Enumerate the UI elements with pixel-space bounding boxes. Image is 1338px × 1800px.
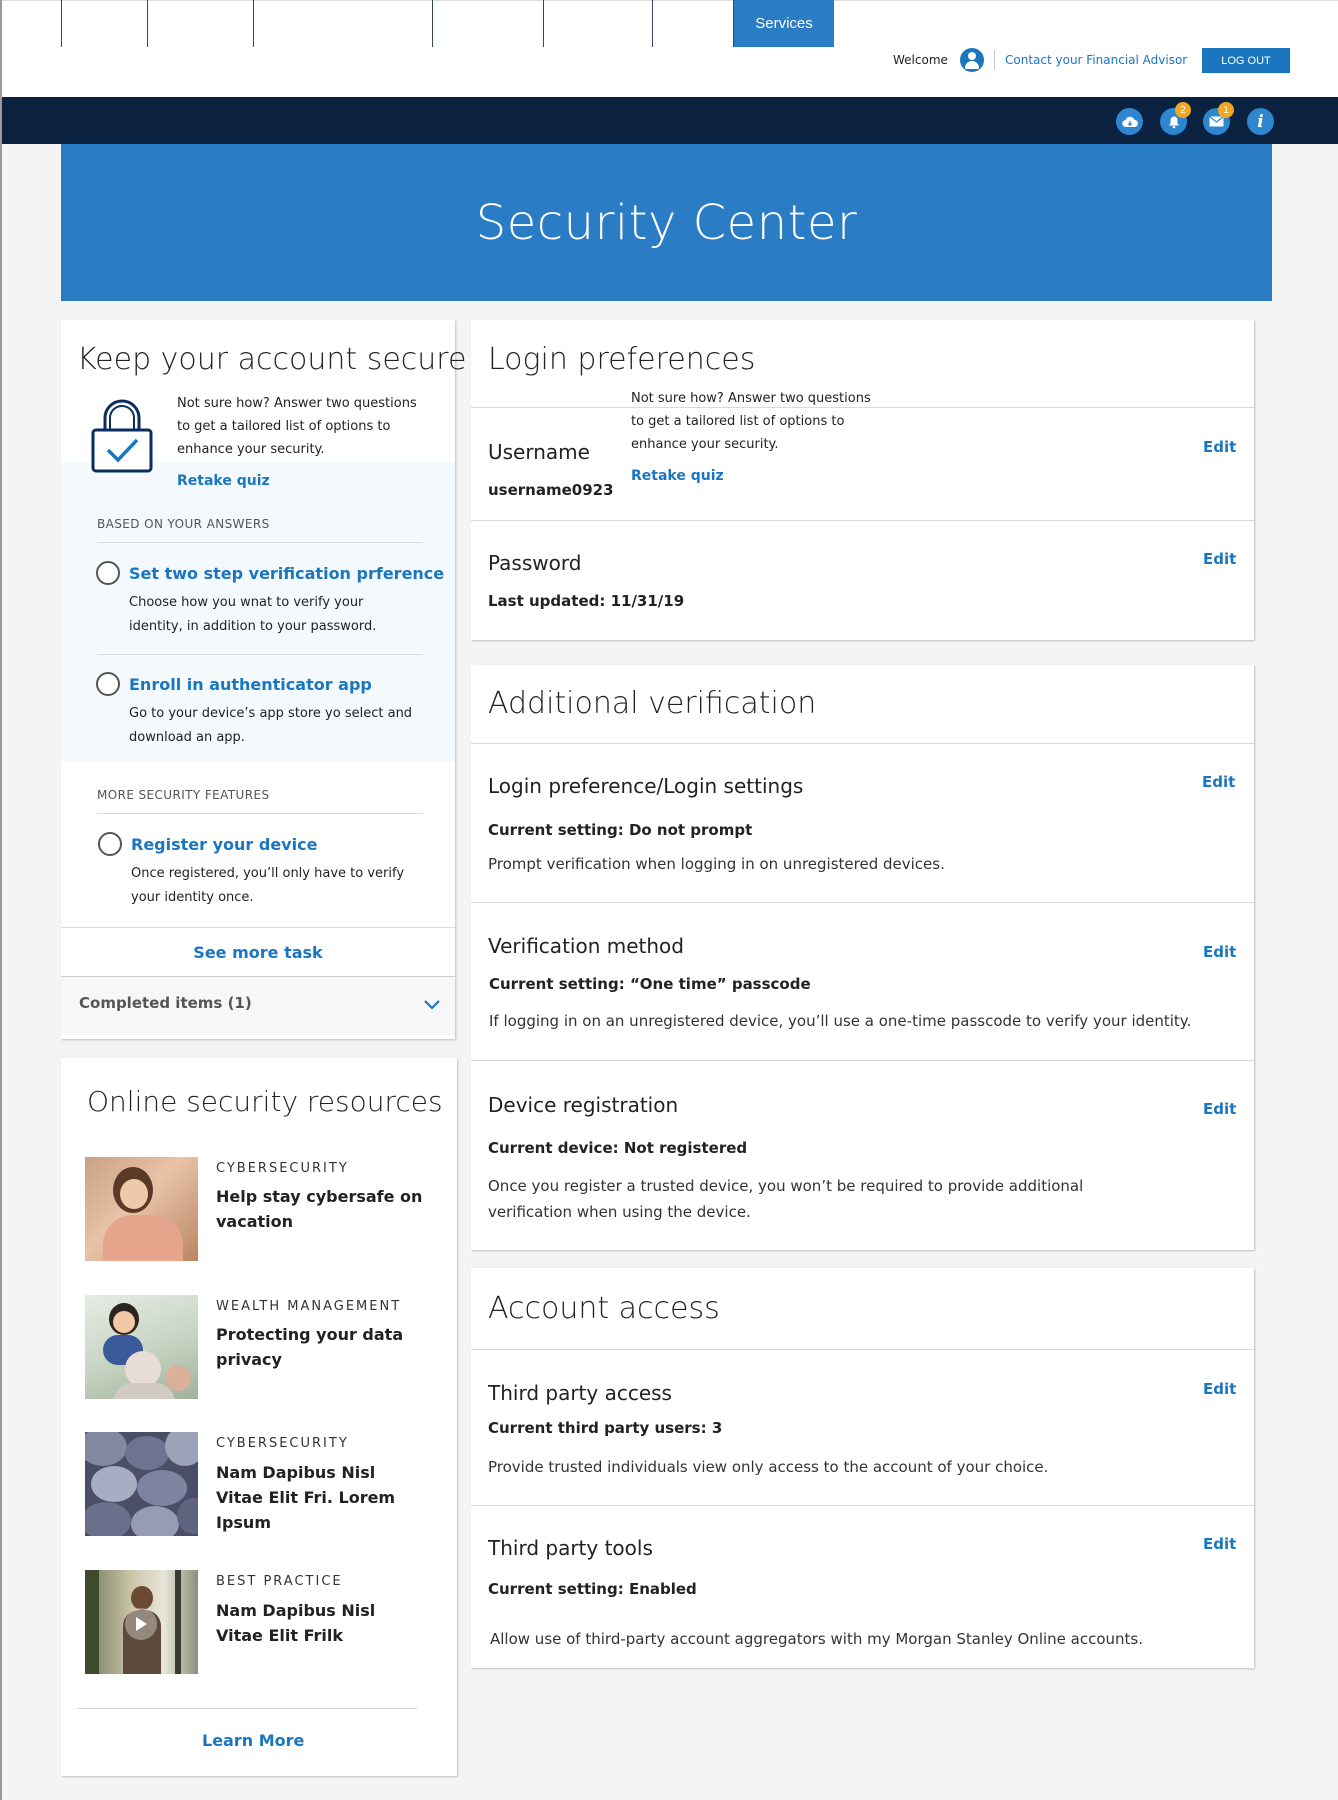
task-title[interactable]: Set two step verification prference xyxy=(129,564,445,583)
third-party-access-value: Current third party users: 3 xyxy=(488,1419,723,1437)
resource-thumbnail[interactable] xyxy=(85,1432,198,1536)
login-settings-edit-link[interactable]: Edit xyxy=(1202,773,1236,791)
divider xyxy=(97,654,423,655)
task-description: Once registered, you’ll only have to verify your identity once. xyxy=(131,866,405,905)
task-checkbox[interactable] xyxy=(98,832,122,856)
resources-title: Online security resources xyxy=(87,1085,443,1118)
password-label: Password xyxy=(488,551,582,575)
page-title: Security Center xyxy=(61,144,1272,301)
username-value: username0923 xyxy=(488,481,614,499)
user-avatar-icon[interactable] xyxy=(960,48,984,72)
device-registration-description: Once you register a trusted device, you won’t be required to provide additional verification when using the device. xyxy=(488,1177,1084,1221)
nav-trade[interactable]: Trade xyxy=(652,0,734,47)
resource-thumbnail[interactable] xyxy=(85,1157,198,1261)
divider xyxy=(471,743,1254,744)
task-description: Go to your device’s app store yo select and download an app. xyxy=(129,706,413,745)
verification-method-value: Current setting: “One time” passcode xyxy=(489,975,811,993)
quiz-prompt-text: Not sure how? Answer two questions to get a tailored list of options to enhance your security. xyxy=(631,391,871,452)
divider xyxy=(77,1708,417,1709)
learn-more-link[interactable]: Learn More xyxy=(202,1731,305,1750)
password-edit-link[interactable]: Edit xyxy=(1203,550,1237,568)
task-title[interactable]: Register your device xyxy=(131,835,318,854)
task-title[interactable]: Enroll in authenticator app xyxy=(129,675,372,694)
message-count-badge: 1 xyxy=(1218,102,1234,118)
see-more-tasks-link[interactable]: See more task xyxy=(193,942,323,962)
logout-button[interactable]: LOG OUT xyxy=(1202,48,1290,73)
padlock-icon xyxy=(90,396,154,478)
username-label: Username xyxy=(488,440,590,464)
resource-title[interactable]: Protecting your data privacy xyxy=(216,1325,404,1369)
login-settings-description: Prompt verification when logging in on unregistered devices. xyxy=(488,855,945,873)
divider xyxy=(471,1060,1254,1061)
info-icon[interactable]: i xyxy=(1247,108,1274,135)
header-divider xyxy=(994,50,995,70)
based-on-answers-label: BASED ON YOUR ANSWERS xyxy=(97,517,270,531)
resource-category: BEST PRACTICE xyxy=(216,1574,343,1589)
divider xyxy=(471,520,1254,521)
resource-category: CYBERSECURITY xyxy=(216,1161,349,1176)
password-last-updated: Last updated: 11/31/19 xyxy=(488,592,685,610)
resource-title[interactable]: Nam Dapibus Nisl Vitae Elit Fri. Lorem Ipsum xyxy=(216,1463,396,1532)
nav-markets-research[interactable]: Markets + Research xyxy=(253,0,432,47)
additional-verification-title: Additional verification xyxy=(488,686,817,721)
retake-quiz-link[interactable]: Retake quiz xyxy=(177,473,270,489)
verification-method-description: If logging in on an unregistered device, you’ll use a one-time passcode to verify your identity. xyxy=(489,1012,1192,1030)
login-settings-label: Login preference/Login settings xyxy=(488,774,804,798)
resource-category: CYBERSECURITY xyxy=(216,1436,349,1451)
nav-home[interactable]: Home xyxy=(61,0,147,47)
device-registration-edit-link[interactable]: Edit xyxy=(1203,1100,1237,1118)
verification-method-label: Verification method xyxy=(488,934,684,958)
resource-title[interactable]: Help stay cybersafe on vacation xyxy=(216,1187,423,1231)
device-registration-label: Device registration xyxy=(488,1093,679,1117)
task-checkbox[interactable] xyxy=(96,672,120,696)
task-description: Choose how you wnat to verify your identity, in addition to your password. xyxy=(129,595,377,634)
divider xyxy=(471,1349,1254,1350)
notification-count-badge: 2 xyxy=(1175,102,1191,118)
third-party-tools-label: Third party tools xyxy=(488,1536,653,1560)
quiz-prompt-text: Not sure how? Answer two questions to get a tailored list of options to enhance your security. xyxy=(177,396,417,457)
account-access-title: Account access xyxy=(488,1291,720,1326)
verification-method-edit-link[interactable]: Edit xyxy=(1203,943,1237,961)
divider xyxy=(97,542,423,543)
chevron-down-icon[interactable] xyxy=(424,995,440,1014)
login-settings-value: Current setting: Do not prompt xyxy=(488,821,753,839)
divider xyxy=(471,902,1254,903)
third-party-access-description: Provide trusted individuals view only access to the account of your choice. xyxy=(488,1458,1049,1476)
resource-thumbnail[interactable] xyxy=(85,1570,198,1674)
third-party-tools-value: Current setting: Enabled xyxy=(488,1580,697,1598)
divider xyxy=(471,1505,1254,1506)
third-party-access-edit-link[interactable]: Edit xyxy=(1203,1380,1237,1398)
nav-transfers[interactable]: Transfers xyxy=(543,0,652,47)
completed-items-label[interactable]: Completed items (1) xyxy=(79,994,252,1012)
resource-category: WEALTH MANAGEMENT xyxy=(216,1299,402,1314)
nav-accounts[interactable]: Accounts xyxy=(147,0,253,47)
window-edge xyxy=(0,0,2,1800)
contact-advisor-link[interactable]: Contact your Financial Advisor xyxy=(1005,53,1188,67)
welcome-text: Welcome xyxy=(893,53,948,67)
device-registration-value: Current device: Not registered xyxy=(488,1139,748,1157)
secure-card-title: Keep your account secure xyxy=(77,342,467,377)
nav-payments[interactable]: Payments xyxy=(432,0,543,47)
play-icon[interactable] xyxy=(125,1608,157,1640)
retake-quiz-link[interactable]: Retake quiz xyxy=(631,468,724,484)
task-checkbox[interactable] xyxy=(96,561,120,585)
third-party-tools-description: Allow use of third-party account aggregators with my Morgan Stanley Online accounts. xyxy=(490,1630,1143,1648)
nav-services[interactable]: Services xyxy=(734,0,834,47)
third-party-tools-edit-link[interactable]: Edit xyxy=(1203,1535,1237,1553)
divider xyxy=(97,813,423,814)
resource-title[interactable]: Nam Dapibus Nisl Vitae Elit Frilk xyxy=(216,1601,376,1645)
third-party-access-label: Third party access xyxy=(488,1381,672,1405)
resource-thumbnail[interactable] xyxy=(85,1295,198,1399)
more-security-label: MORE SECURITY FEATURES xyxy=(97,788,270,802)
cloud-download-icon[interactable] xyxy=(1116,108,1143,135)
username-edit-link[interactable]: Edit xyxy=(1203,438,1237,456)
login-preferences-title: Login preferences xyxy=(488,342,756,377)
